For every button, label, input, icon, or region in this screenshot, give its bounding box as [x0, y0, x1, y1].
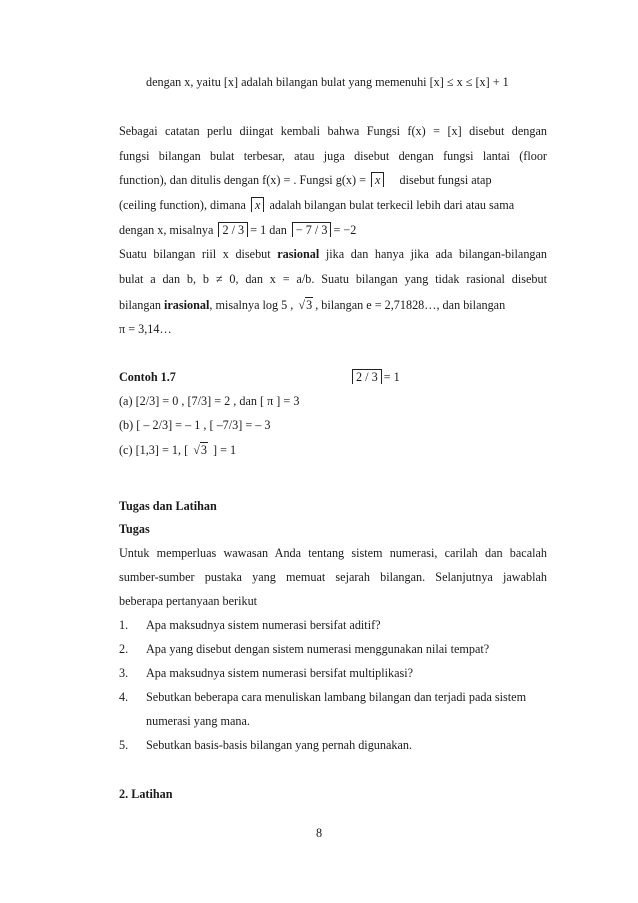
sqrt-arg: 3: [306, 298, 313, 312]
text-line-7: [119, 246, 547, 262]
example-b: (b) [ – 2/3] = – 1 , [ –7/3] = – 3: [119, 418, 271, 432]
text-segment: Suatu bilangan riil x disebut: [119, 247, 271, 261]
bold-term-irasional: irasional: [164, 298, 210, 312]
math-fraction: − 7 / 3: [295, 223, 328, 237]
sqrt-sign: √: [298, 298, 306, 312]
math-x: x: [254, 198, 261, 212]
text-line-9: [119, 297, 547, 313]
math-fraction: 2 / 3: [222, 223, 245, 237]
text-line-2: Sebagai catatan perlu diingat kembali bahwa Fungsi f(x) = [x] disebut dengan: [119, 124, 547, 138]
example-ceiling-note: [350, 369, 400, 385]
text-segment: ] = 1: [213, 443, 237, 457]
question-number: 1.: [119, 618, 129, 632]
text-line-4: [119, 172, 547, 188]
math-eq: = 1: [250, 223, 267, 237]
section-heading: Tugas dan Latihan: [119, 499, 217, 513]
question-number: 5.: [119, 738, 129, 752]
text-segment: jika dan hanya jika ada bilangan-bilangan: [325, 247, 548, 261]
text-segment: bilangan: [119, 298, 161, 312]
question-text: Apa maksudnya sistem numerasi bersifat aditif?: [146, 618, 381, 632]
text-segment: function), dan ditulis dengan f(x) = . Fungsi g(x) =: [119, 173, 366, 187]
example-title: Contoh 1.7: [119, 370, 176, 384]
question-number: 4.: [119, 690, 129, 704]
text-line-3: fungsi bilangan bulat terbesar, atau juga disebut dengan fungsi lantai (floor: [119, 149, 547, 163]
question-number: 2.: [119, 642, 129, 656]
text-segment: , bilangan e = 2,71828…, dan bilangan: [315, 298, 506, 312]
text-segment: (c) [1,3] = 1, [: [119, 443, 189, 457]
text-line-10: π = 3,14…: [119, 322, 172, 336]
sqrt-three: [193, 442, 208, 458]
bold-term-rasional: rasional: [277, 247, 320, 261]
example-a: (a) [2/3] = 0 , [7/3] = 2 , dan [ π ] = 3: [119, 394, 300, 408]
sqrt-arg: 3: [200, 443, 207, 457]
ceiling-two-thirds: [352, 369, 382, 384]
question-text: Apa yang disebut dengan sistem numerasi menggunakan nilai tempat?: [146, 642, 490, 656]
task-line-2: sumber-sumber pustaka yang memuat sejarah bilangan. Selanjutnya jawablah: [119, 570, 547, 584]
text-line-1: dengan x, yaitu [x] adalah bilangan bulat yang memenuhi [x] ≤ x ≤ [x] + 1: [146, 75, 509, 89]
text-segment: dan: [269, 223, 287, 237]
example-c: [119, 442, 547, 458]
ceiling-x: [371, 172, 384, 187]
ceiling-two-thirds: [218, 222, 248, 237]
latihan-heading: 2. Latihan: [119, 787, 173, 801]
question-text: Sebutkan basis-basis bilangan yang pernah digunakan.: [146, 738, 413, 752]
question-number: 3.: [119, 666, 129, 680]
text-line-6: [119, 222, 547, 238]
text-line-8: bulat a dan b, b ≠ 0, dan x = a/b. Suatu bilangan yang tidak rasional disebut: [119, 272, 547, 286]
text-line-5: [119, 197, 547, 213]
math-eq: = −2: [333, 223, 357, 237]
task-line-1: Untuk memperluas wawasan Anda tentang sistem numerasi, carilah dan bacalah: [119, 546, 547, 560]
question-text-continued: numerasi yang mana.: [146, 714, 250, 728]
text-segment: , misalnya log 5 ,: [209, 298, 294, 312]
example-heading-line: [119, 369, 547, 385]
text-segment: disebut fungsi atap: [399, 173, 492, 187]
math-eq: = 1: [383, 370, 400, 384]
subsection-heading: Tugas: [119, 522, 150, 536]
text-segment: (ceiling function), dimana: [119, 198, 246, 212]
task-line-3: beberapa pertanyaan berikut: [119, 594, 258, 608]
question-text: Apa maksudnya sistem numerasi bersifat multiplikasi?: [146, 666, 414, 680]
ceiling-x: [251, 197, 264, 212]
sqrt-three: [298, 297, 313, 313]
math-fraction: 2 / 3: [356, 370, 378, 384]
math-x: x: [375, 173, 381, 187]
page-number: 8: [315, 826, 323, 840]
sqrt-sign: √: [193, 443, 200, 457]
text-segment: dengan x, misalnya: [119, 223, 214, 237]
question-text: Sebutkan beberapa cara menuliskan lambang bilangan dan terjadi pada sistem: [146, 690, 527, 704]
ceiling-neg-seven-thirds: [292, 222, 332, 237]
text-segment: adalah bilangan bulat terkecil lebih dari atau sama: [269, 198, 515, 212]
